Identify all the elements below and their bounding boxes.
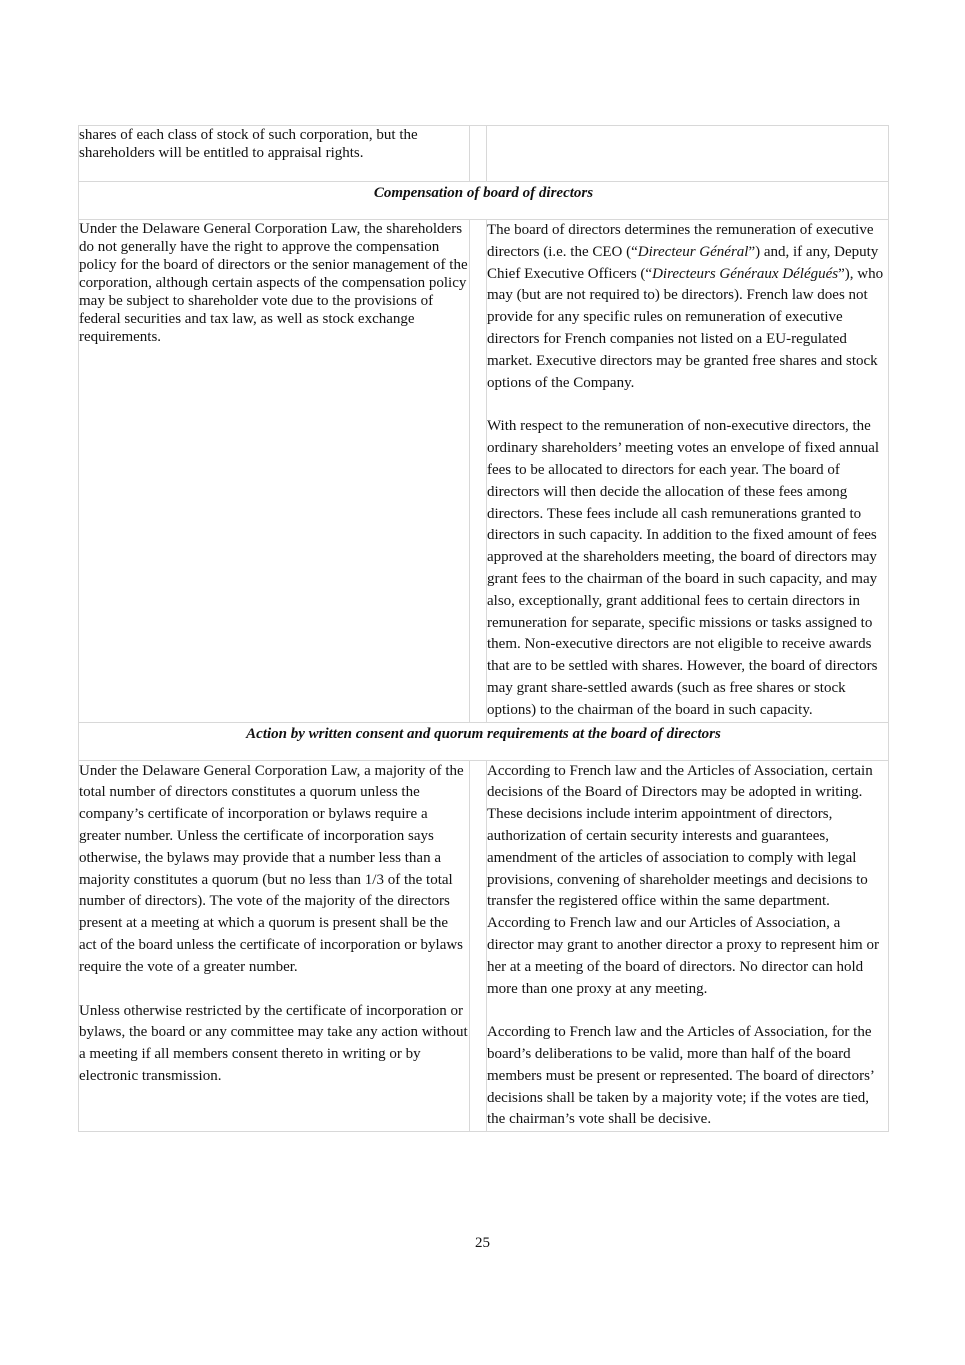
delaware-cell: [79, 220, 470, 723]
delaware-cell: [79, 126, 470, 182]
section-heading-row: [79, 182, 889, 220]
france-compensation-paragraph-1: [487, 220, 888, 394]
spacer-cell: [470, 220, 487, 723]
table-row: [79, 126, 889, 182]
delaware-cell: [79, 760, 470, 1132]
section-heading: Compensation of board of directors: [79, 182, 889, 220]
france-cell: [487, 760, 889, 1132]
france-quorum-paragraph-1: According to French law and the Articles of Association, certain decisions of the Board of Directors may be adopted in writing. These decisions include interim appointment of directors, authorization of certain security interests and guarantees, amendment of the articles of association to comply with legal provisions, convening of shareholder meetings and decisions to transfer the registered office within the same department. According to French law and our Articles of Association, a director may grant to another director a proxy to represent him or her at a meeting of the board of directors. No director can hold more than one proxy at any meeting.: [487, 762, 879, 997]
table-row: [79, 220, 889, 723]
text-run: The board of directors determines the remuneration of executive directors (i.e. the CEO (“: [487, 222, 874, 260]
delaware-compensation-text: Under the Delaware General Corporation Law, the shareholders do not generally have the right to approve the compensation policy for the board of directors or the senior management of the corporation, although certain aspects of the compensation policy may be subject to shareholder vote due to the provisions of federal securities and tax law, as well as stock exchange requirements.: [79, 221, 468, 345]
france-cell: [487, 126, 889, 182]
france-quorum-paragraph-2: According to French law and the Articles of Association, for the board’s deliberations to be valid, more than half of the board members must be present or represented. The board of directors’ decisions shall be taken by a majority vote; if the votes are tied, the chairman’s vote shall be decisive.: [487, 1024, 874, 1128]
page-number: 25: [475, 1235, 490, 1251]
delaware-quorum-paragraph-1: Under the Delaware General Corporation Law, a majority of the total number of directors constitutes a quorum unless the company’s certificate of incorporation or bylaws require a greater number. Unless the certificate of incorporation says otherwise, the bylaws may provide that a number less than a majority constitutes a quorum (but no less than 1/3 of the total number of directors). The vote of the majority of the directors present at a meeting at which a quorum is present shall be the act of the board unless the certificate of incorporation or bylaws require the vote of a greater number.: [79, 762, 464, 975]
spacer-cell: [470, 760, 487, 1132]
table-row: [79, 760, 889, 1132]
text-run: ”), who may (but are not required to) be directors). French law does not provide for any specific rules on remuneration of executive directors for French companies not listed on a EU-regulated market. Executive directors may be granted free shares and stock options of the Company.: [487, 265, 884, 391]
france-compensation-paragraph-2: With respect to the remuneration of non-executive directors, the ordinary shareholders’ meeting votes an envelope of fixed annual fees to be allocated to directors for each year. The board of directors will then decide the allocation of these fees among directors. These fees include all cash remunerations granted to directors in such capacity. In addition to the fixed amount of fees approved at the shareholders meeting, the board of directors may grant fees to the chairman of the board in such capacity, and may also, exceptionally, grant additional fees to certain directors in remuneration for separate, specific missions or tasks assigned to them. Non-executive directors are not eligible to receive awards that are to be settled with shares. However, the board of directors may grant share-settled awards (such as free shares or stock options) to the chairman of the board in such capacity.: [487, 418, 880, 718]
section-heading: Action by written consent and quorum requirements at the board of directors: [79, 722, 889, 760]
france-cell: [487, 220, 889, 723]
delaware-quorum-paragraph-2: Unless otherwise restricted by the certificate of incorporation or bylaws, the board or any committee may take any action without a meeting if all members consent thereto in writing or by electronic transmission.: [79, 1002, 468, 1084]
french-term: Directeur Général: [637, 243, 749, 260]
section-heading-row: [79, 722, 889, 760]
french-term: Directeurs Généraux Délégués: [652, 265, 839, 282]
continuation-text: shares of each class of stock of such corporation, but the shareholders will be entitled to appraisal rights.: [79, 127, 418, 161]
text-run: ”) and, if any, Deputy Chief Executive Officers (“: [487, 243, 879, 282]
comparison-table: [78, 125, 889, 1132]
spacer-cell: [470, 126, 487, 182]
